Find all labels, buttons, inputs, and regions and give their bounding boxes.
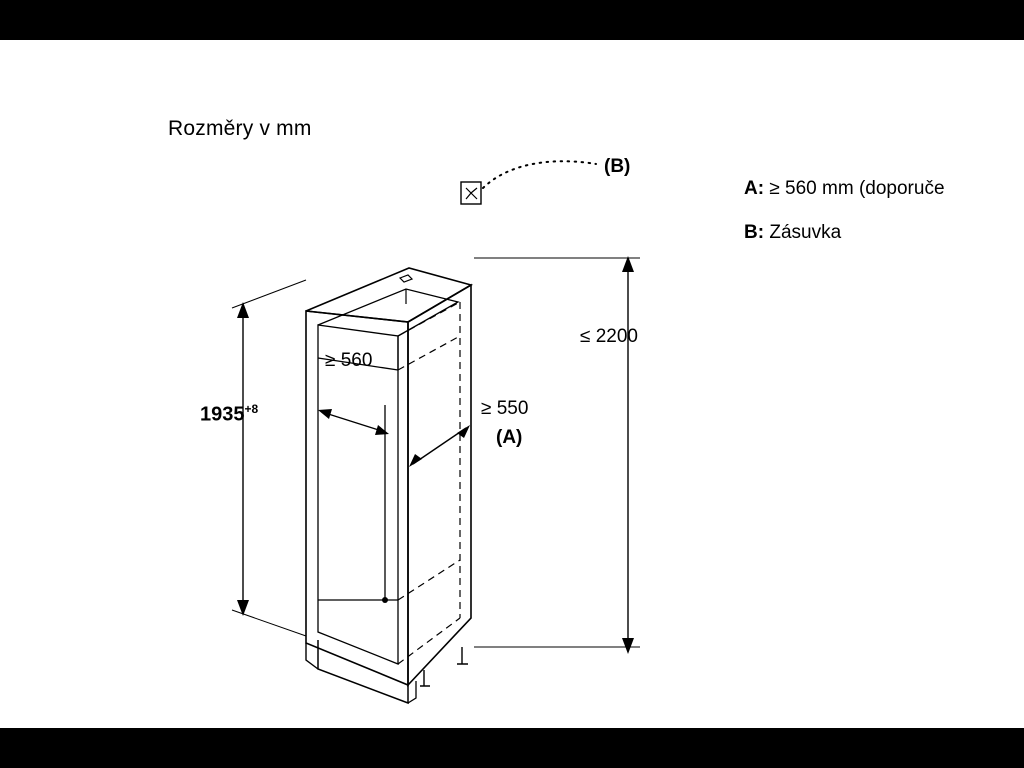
dimension-depth-550 bbox=[409, 425, 470, 467]
legend-row-b bbox=[744, 222, 1024, 244]
cabinet-divider-node bbox=[382, 597, 388, 603]
cabinet-top-ledge bbox=[318, 289, 458, 336]
socket-symbol bbox=[461, 182, 481, 204]
cabinet-foot-rear bbox=[457, 647, 468, 664]
legend-key-b: B: bbox=[744, 222, 765, 243]
dimension-height-tolerance: +8 bbox=[244, 402, 259, 416]
dimension-height-value: 1935 bbox=[200, 403, 245, 426]
cabinet-foot-front bbox=[420, 670, 430, 686]
legend-key-a: A: bbox=[744, 178, 765, 199]
legend-text-a: ≥ 560 mm (doporuče bbox=[769, 178, 945, 199]
cabinet-top-latch bbox=[400, 275, 412, 282]
marker-label-b: (B) bbox=[604, 156, 631, 177]
dimension-label-width: ≥ 560 bbox=[325, 350, 373, 371]
dimension-label-depth: ≥ 550 bbox=[481, 398, 529, 419]
dimension-label-height bbox=[200, 402, 258, 427]
dimension-width-560 bbox=[318, 409, 389, 435]
dimension-niche-height-2200 bbox=[474, 256, 640, 654]
dimension-height-1935 bbox=[232, 280, 306, 636]
legend bbox=[744, 178, 1024, 266]
cabinet-side-face bbox=[408, 285, 471, 685]
socket-leader-dotted bbox=[483, 161, 596, 188]
marker-label-a: (A) bbox=[496, 427, 523, 448]
dimension-label-niche-height: ≤ 2200 bbox=[580, 326, 638, 347]
cabinet-top-face bbox=[306, 268, 471, 322]
cabinet-dimension-drawing bbox=[0, 40, 1024, 728]
legend-row-a bbox=[744, 178, 1024, 200]
cabinet-inner-opening bbox=[318, 325, 398, 664]
legend-text-b: Zásuvka bbox=[769, 222, 842, 243]
page-title: Rozměry v mm bbox=[168, 117, 312, 140]
